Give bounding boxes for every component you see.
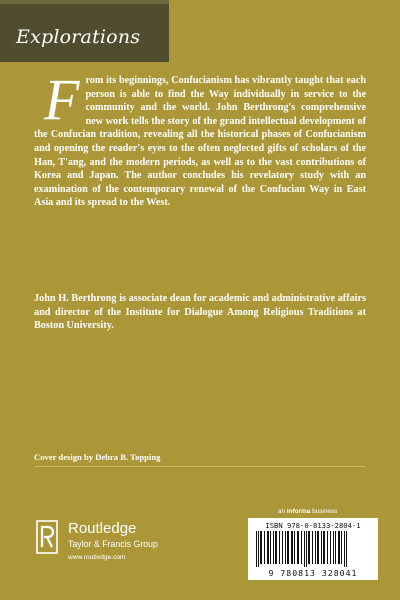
series-banner (0, 0, 169, 62)
credit-divider (34, 466, 366, 467)
publisher-name: Routledge (68, 520, 137, 537)
barcode-bar (264, 531, 265, 564)
author-bio-text: is associate dean for academic and administrative affairs and director of the Institute for Dialogue Among Religious Traditions at Boston University. (34, 293, 366, 332)
barcode-bar (312, 531, 313, 564)
barcode-bar (273, 531, 274, 564)
barcode-bar (330, 531, 331, 564)
barcode-bar (323, 531, 325, 564)
informa-suffix: business (310, 508, 338, 515)
barcode-bar (333, 531, 334, 564)
barcode-bar (321, 531, 322, 564)
barcode-bar (258, 531, 259, 567)
description-blurb (34, 67, 366, 210)
barcode-bar (338, 531, 340, 564)
barcode-bar (287, 531, 289, 564)
blurb-text: rom its beginnings, Confucianism has vibrantly taught that each person is able to find the Way individually in service to the community and the world. John Berthrong's comprehensive new work tells the story of the grand intellectual development of the Confucian tradition, revealing all the historical phases of Confucianism and opening the reader's eyes to the often neglected gifts of scholars of the Han, T'ang, and the modern periods, as well as to the vast contributions of Korea and Japan. The author concludes his revelatory study with an examination of the contemporary renewal of the Confucian Way in East Asia and its spread to the West. (34, 75, 366, 209)
barcode-bar (279, 531, 280, 564)
barcode-bar (256, 531, 257, 567)
drop-cap: F (44, 67, 80, 132)
author-bio (34, 292, 366, 333)
publisher-block (36, 520, 206, 576)
barcode-bar (285, 531, 286, 564)
informa-business-tag (278, 508, 337, 515)
barcode-bar (301, 531, 302, 564)
series-title: Explorations (16, 26, 141, 48)
barcode-bar (344, 531, 345, 567)
barcode-bar (304, 531, 305, 567)
isbn-label: ISBN 978-0-8133-2804-1 (265, 521, 361, 530)
informa-prefix: an (278, 508, 287, 515)
informa-word: informa (286, 508, 311, 515)
barcode-bar (282, 531, 283, 564)
barcode-bar (297, 531, 299, 564)
barcode-bar (260, 531, 262, 564)
barcode-bar (315, 531, 316, 564)
routledge-logo-icon (36, 520, 58, 554)
barcode-bar (346, 531, 347, 567)
barcode-bar (275, 531, 277, 564)
barcode-bar (291, 531, 293, 564)
barcode-digits: 9 780813 328041 (268, 568, 358, 578)
barcode-bar (267, 531, 269, 564)
author-name: John H. Berthrong (34, 293, 117, 304)
publisher-group: Taylor & Francis Group (68, 539, 158, 549)
isbn-barcode (248, 518, 378, 580)
publisher-url: www.routledge.com (68, 554, 126, 561)
barcode-bar (335, 531, 336, 564)
barcode-bar (270, 531, 271, 564)
barcode-bars (252, 531, 374, 567)
barcode-bar (308, 531, 310, 564)
cover-design-credit: Cover design by Debra B. Topping (34, 452, 161, 462)
series-banner-rule (0, 0, 169, 4)
barcode-bar (294, 531, 295, 564)
barcode-bar (327, 531, 328, 564)
barcode-bar (317, 531, 319, 564)
barcode-bar (341, 531, 342, 564)
barcode-bar (306, 531, 307, 567)
